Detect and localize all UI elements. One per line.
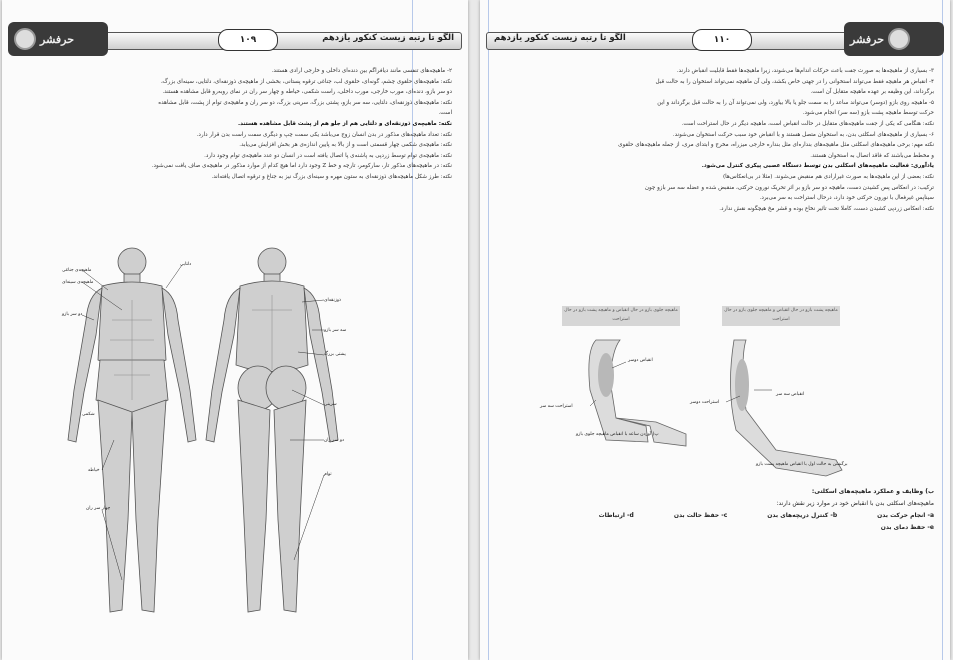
text-line: نکته: انعکاس زردپی کشیدن دست، کاملا تحت تاثیر نخاع بوده و قشر مخ هیچگونه نقش ندارد. bbox=[719, 205, 934, 212]
page-title: الگو تا رتبه زیست کنکور یازدهم bbox=[494, 33, 626, 43]
text-line: است. bbox=[438, 110, 452, 117]
text-line: ترکیب: در انعکاس پس کشیدن دست، ماهیچه دو سر بازو بر اثر تحریک نورون حرکتی، منقبض شده و عضله سه سر بازو چون bbox=[644, 184, 934, 191]
layout-guide-line bbox=[942, 0, 943, 660]
function-item: d- ارتباطات bbox=[598, 512, 634, 519]
figure-label: ذوزنقه‌ای bbox=[324, 298, 342, 303]
function-item: a- انجام حرکت بدن bbox=[877, 512, 934, 519]
page-title: الگو تا رتبه زیست کنکور یازدهم bbox=[322, 33, 454, 43]
brand-name: حرفشر bbox=[850, 32, 885, 46]
layout-guide-line bbox=[488, 0, 489, 660]
figure-label: استراحت دوسر bbox=[690, 400, 720, 405]
text-line: حرکت توسط ماهیچه پشت بازو (سه سر) انجام می‌شود. bbox=[802, 110, 934, 117]
skeletal-muscle-functions bbox=[496, 486, 934, 534]
figure-label: ماهیچه‌ی سینه‌ای bbox=[62, 280, 94, 285]
figure-label: دلتایی bbox=[180, 262, 192, 267]
figure-label: توام bbox=[324, 472, 332, 477]
figure-label: سرینی bbox=[324, 402, 337, 407]
function-item: c- حفظ حالت بدن bbox=[673, 512, 728, 519]
figure-label: انقباض سه سر bbox=[776, 392, 805, 397]
publisher-logo bbox=[8, 22, 108, 56]
text-line: نکته مهم: برخی ماهیچه‌های اسکلتی مثل ماهیچه‌های بنداره‌ای مثل بنداره خارجی میزراه، مخرج و ابتدای مری، از جمله ماهیچه‌های حلقوی bbox=[618, 142, 934, 149]
text-line: ۴- انقباض هر ماهیچه فقط می‌تواند استخوانی را در جهتی خاص بکشد، ولی آن ماهیچه نمی‌تواند استخوان را به حالت قبل bbox=[655, 78, 934, 85]
figure-label: برگشتن به حالت اول با انقباض ماهیچه پشت بازو bbox=[756, 462, 848, 467]
page-header bbox=[486, 22, 944, 56]
figure-label: دو سر بازو bbox=[62, 312, 83, 317]
page-right bbox=[480, 0, 950, 660]
function-items bbox=[496, 510, 934, 522]
text-line: ۶- بسیاری از ماهیچه‌های اسکلتی بدن، به استخوان متصل هستند و با انقباض خود سبب حرکت استخوان می‌شوند. bbox=[672, 131, 934, 138]
figure-label: پ) آوردن ساعد با انقباض ماهیچه جلوی بازو bbox=[576, 432, 659, 437]
text-line: یادآوری: فعالیت ماهیچه‌های اسکلتی بدن توسط دستگاه عصبی پیکری کنترل می‌شود. bbox=[701, 163, 934, 170]
caption-box: ماهیچه پشت بازو در حال انقباض و ماهیچه جلوی بازو در حال استراحت bbox=[722, 306, 840, 326]
figure-label: سه سر بازو bbox=[324, 328, 347, 333]
text-line: ۳- بسیاری از ماهیچه‌ها به صورت جفت باعث حرکات اندام‌ها می‌شوند، زیرا ماهیچه‌ها فقط قابلیت انقباض دارند. bbox=[676, 68, 934, 74]
brand-name: حرفشر bbox=[40, 32, 75, 46]
arm-muscle-figure bbox=[576, 330, 866, 480]
body-text bbox=[18, 66, 452, 183]
seal-icon bbox=[888, 28, 910, 50]
function-item: e- حفظ دمای بدن bbox=[880, 524, 934, 531]
text-line: نکته: بعضی از این ماهیچه‌ها به صورت غیرارادی هم منقبض می‌شوند. (مثلا در بی‌انعکاس‌ها) bbox=[723, 173, 934, 180]
page-number: ۱۰۹ bbox=[218, 29, 278, 51]
seal-icon bbox=[14, 28, 36, 50]
text-line: نکته: در ماهیچه‌های مذکور تار، سارکومر، تارچه و خط Z وجود دارد اما هیچ کدام از موارد مذکور در ماهیچه‌ی صاف یافت نمی‌شود. bbox=[151, 163, 452, 170]
figure-label: خیاطه bbox=[88, 468, 100, 473]
text-line: برگرداند، این وظیفه بر عهده ماهیچه متقابل آن است. bbox=[810, 89, 934, 96]
publisher-logo bbox=[844, 22, 944, 56]
figure-label: ماهیچه‌ی جناغی bbox=[62, 268, 92, 273]
text-line: نکته: هنگامی که یکی از جفت ماهیچه‌های متقابل در حالت انقباض است، ماهیچه دیگر در حال استراحت است. bbox=[681, 120, 934, 127]
body-text bbox=[496, 66, 934, 214]
text-line: نکته: ماهیچه‌ی توام توسط زردپی به پاشنه‌ی پا اتصال یافته است در انسان دو عدد ماهیچه‌ی توام وجود دارد. bbox=[204, 152, 452, 159]
muscle-anatomy-figure bbox=[62, 240, 402, 648]
text-line: نکته: تعداد ماهیچه‌های مذکور در بدن انسان زوج می‌باشد یکی سمت چپ و دیگری سمت راست بدن قرار دارد. bbox=[196, 131, 452, 138]
text-line: دو سر بازو، دنده‌ای، مورب خارجی، مورب داخلی، راست شکمی، خیاطه و چهار سر ران در نمای روبه‌رو قابل مشاهده هستند. bbox=[162, 89, 452, 96]
text-line: و مخطط می‌باشند که فاقد اتصال به استخوان هستند. bbox=[810, 152, 934, 159]
figure-label: پشتی بزرگ bbox=[324, 352, 346, 357]
page-header bbox=[8, 22, 462, 56]
page-number: ۱۱۰ bbox=[692, 29, 752, 51]
section-intro: ماهیچه‌های اسکلتی بدن با انقباض خود در موارد زیر نقش دارند: bbox=[776, 500, 934, 507]
text-line: نکته: طرز شکل ماهیچه‌های ذوزنقه‌ای به ستون مهره و سینه‌ای بزرگ نیز به جناغ و ترقوه اتصال یافته‌اند. bbox=[211, 173, 452, 180]
text-line: ۲- ماهیچه‌های تنفسی مانند دیافراگم بین دنده‌ای داخلی و خارجی ارادی هستند. bbox=[271, 68, 452, 74]
text-line: نکته: ماهیچه‌ی ذوزنقه‌ای و دلتایی هم از جلو هم از پشت قابل مشاهده هستند. bbox=[238, 120, 452, 127]
text-line: نکته: ماهیچه‌های حلقوی چشم، گونه‌ای، حلقوی لب، جناغی ترقوه پستانی، بخشی از ماهیچه‌ی ذوزنقه‌ای، دلتایی، سینه‌ای بزرگ، bbox=[160, 78, 452, 85]
page-left bbox=[2, 0, 468, 660]
figure-label: شکمی bbox=[82, 412, 95, 417]
figure-label: انقباض دوسر bbox=[628, 358, 653, 363]
figure-label: چهار سر ران bbox=[86, 506, 111, 511]
text-line: سیناپس غیرفعال با نورون حرکتی خود دارد، درحال استراحت به سر می‌برد. bbox=[759, 195, 934, 202]
section-heading: ب) وظایف و عملکرد ماهیچه‌های اسکلتی: bbox=[811, 488, 934, 495]
figure-label: استراحت سه سر bbox=[540, 404, 573, 409]
figure-label: دو سر ران bbox=[324, 438, 345, 443]
caption-box: ماهیچه جلوی بازو در حال انقباض و ماهیچه پشت بازو در حال استراحت bbox=[562, 306, 680, 326]
text-line: ۵- ماهیچه روی بازو (دوسر) می‌تواند ساعد را به سمت جلو یا بالا بیاورد، ولی نمی‌تواند آن را به حالت قبل برگرداند و این bbox=[657, 99, 934, 106]
text-line: نکته: ماهیچه‌ی شکمی چهار قسمتی است و از بالا به پایین اندازه‌ی هر بخش افزایش می‌یابد. bbox=[239, 142, 452, 149]
function-item: b- کنترل دریچه‌های بدن bbox=[767, 512, 838, 519]
text-line: نکته: ماهیچه‌های ذوزنقه‌ای، دلتایی، سه سر بازو، پشتی بزرگ، سرینی بزرگ، دو سر ران و ماهیچه‌ی توام از پشت، قابل مشاهده bbox=[158, 99, 452, 106]
